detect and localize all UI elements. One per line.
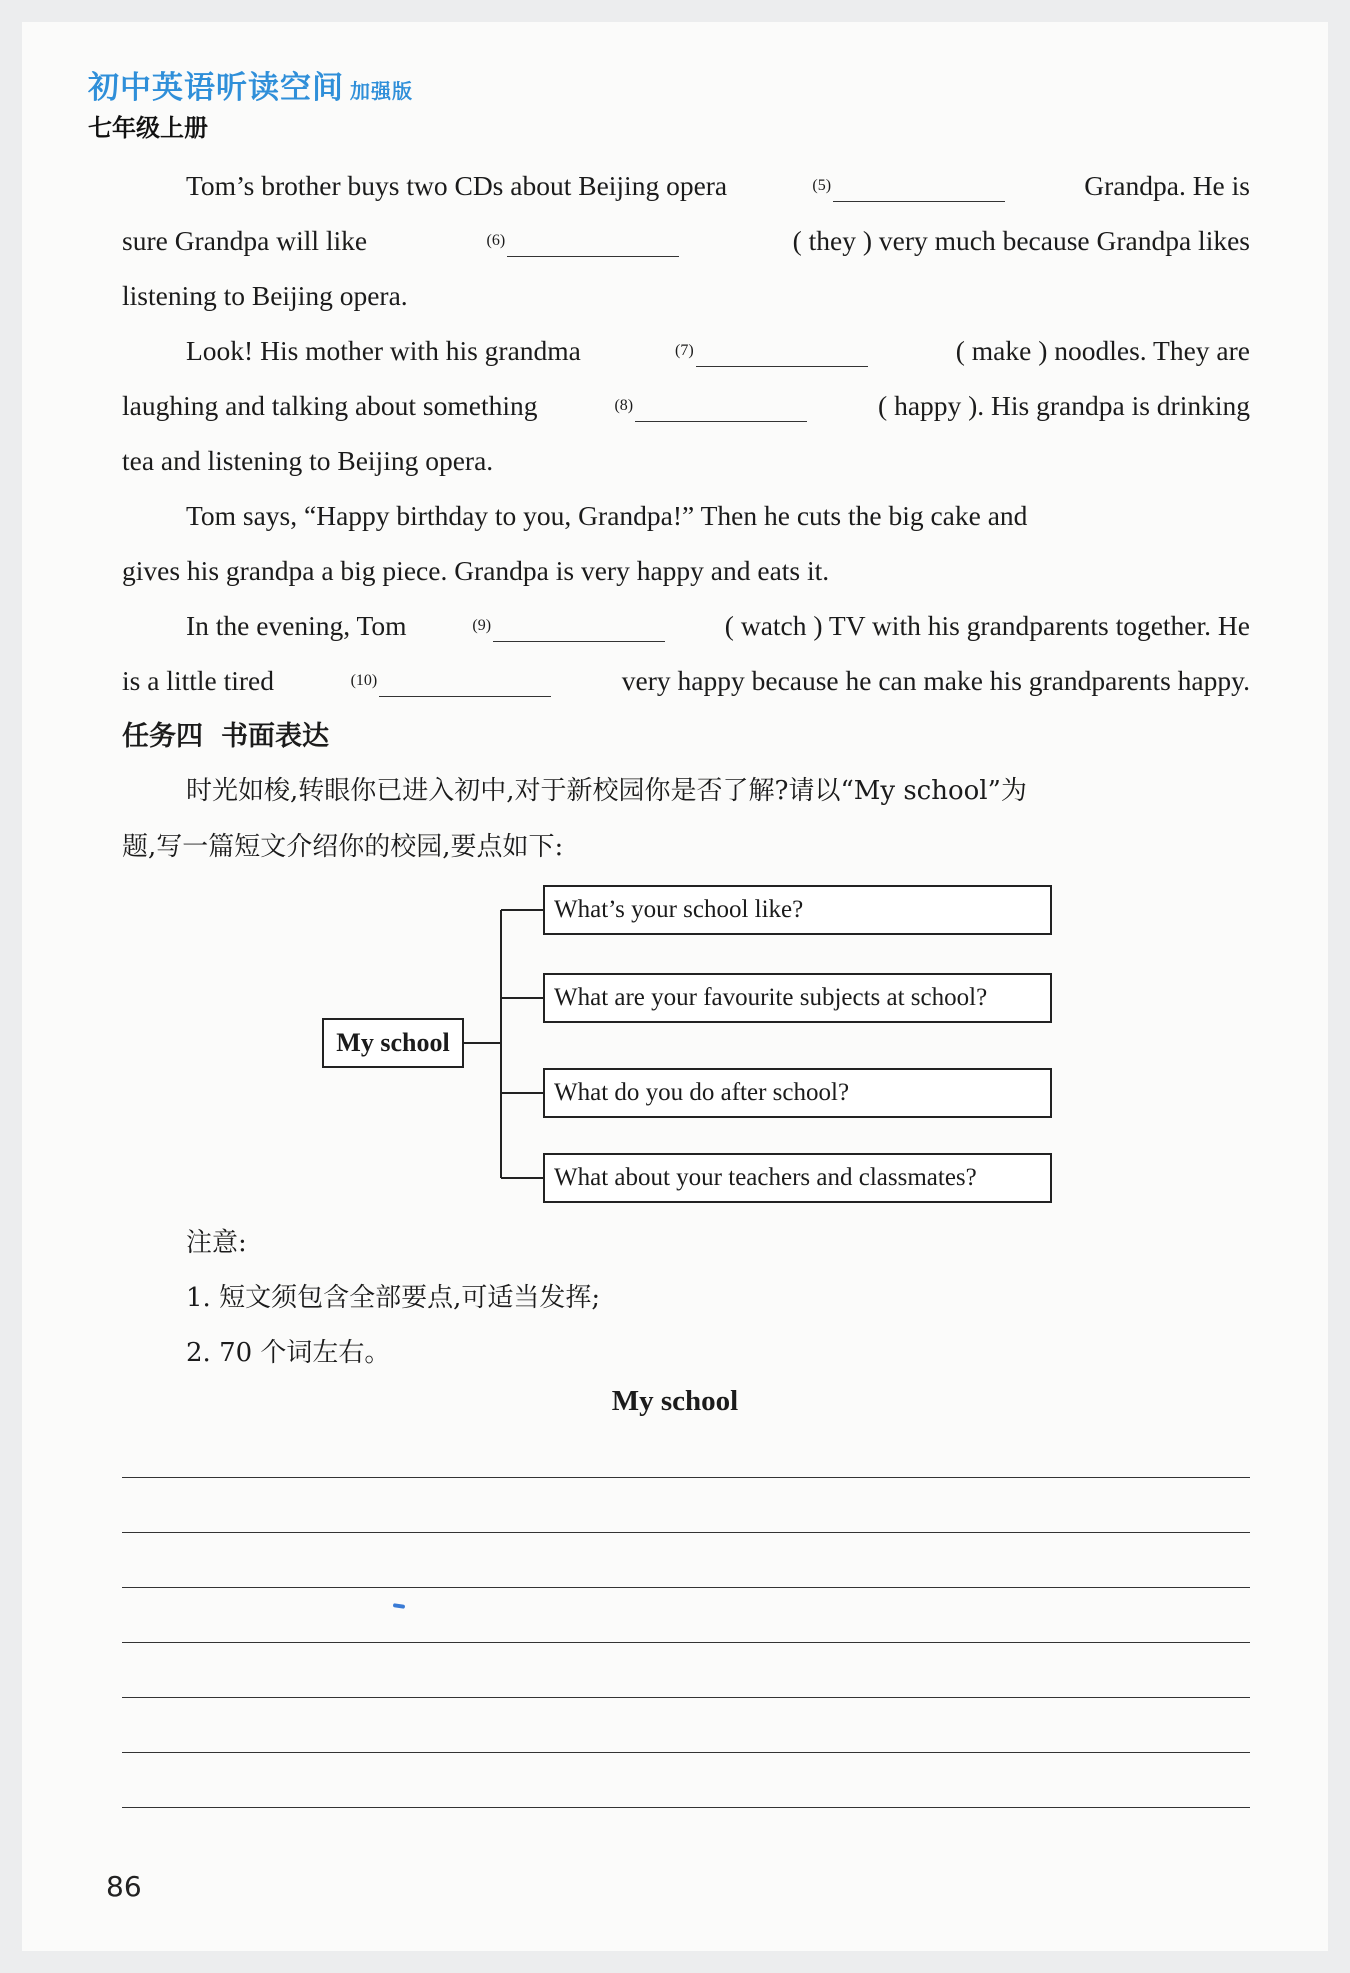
mindmap-branch: What’s your school like? [543, 885, 1052, 935]
answer-blank-7[interactable] [696, 336, 868, 367]
blank-number: (9) [472, 617, 492, 634]
passage-line: gives his grandpa a big piece. Grandpa is very happy and eats it. [122, 555, 830, 586]
writing-line[interactable] [122, 1752, 1250, 1753]
book-grade: 七年级上册 [88, 114, 208, 142]
task-instruction-cont: 题,写一篇短文介绍你的校园,要点如下: [122, 832, 564, 862]
passage-line: sure Grandpa will like $^{(6)}$ ( they ) very much because Grandpa likes [122, 225, 1250, 256]
answer-blank-10[interactable] [379, 666, 551, 697]
mindmap-root: My school [322, 1018, 464, 1068]
passage-line: Tom’s brother buys two CDs about Beijing opera $^{(5)}$ Grandpa. He is [186, 170, 1250, 201]
passage-line: is a little tired $^{(10)}$ very happy because he can make his grandparents happy. [122, 665, 1250, 696]
passage-line: Look! His mother with his grandma $^{(7)}$ ( make ) noodles. They are [186, 335, 1250, 366]
note-item: 2. 70 个词左右。 [186, 1338, 391, 1368]
blank-number: (8) [614, 397, 634, 414]
essay-title: My school [611, 1385, 739, 1417]
mindmap-branch: What about your teachers and classmates? [543, 1153, 1052, 1203]
writing-line[interactable] [122, 1587, 1250, 1588]
blank-number: (5) [812, 177, 832, 194]
notes-label: 注意: [186, 1228, 247, 1258]
writing-line[interactable] [122, 1697, 1250, 1698]
task-name: 书面表达 [221, 721, 329, 752]
book-title [88, 62, 413, 107]
passage-line: listening to Beijing opera. [122, 280, 408, 311]
writing-line[interactable] [122, 1807, 1250, 1808]
answer-blank-9[interactable] [493, 611, 665, 642]
passage-line: In the evening, Tom $^{(9)}$ ( watch ) TV with his grandparents together. He [186, 610, 1250, 641]
section-heading [122, 714, 329, 753]
page-number: 86 [106, 1870, 142, 1903]
answer-blank-6[interactable] [507, 226, 679, 257]
task-instruction: 时光如梭,转眼你已进入初中,对于新校园你是否了解?请以“My school”为 [186, 776, 1027, 806]
blank-number: (7) [674, 342, 694, 359]
passage-line: Tom says, “Happy birthday to you, Grandpa!” Then he cuts the big cake and [186, 500, 1028, 531]
passage-line: laughing and talking about something $^{(8)}$ ( happy ). His grandpa is drinking [122, 390, 1250, 421]
task-label: 任务四 [122, 721, 203, 752]
mindmap-branch: What do you do after school? [543, 1068, 1052, 1118]
answer-blank-5[interactable] [833, 171, 1005, 202]
writing-line[interactable] [122, 1642, 1250, 1643]
blank-number: (6) [486, 232, 506, 249]
passage [122, 158, 1250, 708]
book-title-text: 初中英语听读空间 [88, 70, 344, 106]
writing-line[interactable] [122, 1532, 1250, 1533]
book-edition: 加强版 [350, 79, 413, 103]
blank-number: (10) [350, 672, 378, 689]
passage-line: tea and listening to Beijing opera. [122, 445, 494, 476]
note-item: 1. 短文须包含全部要点,可适当发挥; [186, 1283, 601, 1313]
writing-line[interactable] [122, 1477, 1250, 1478]
mindmap-branch: What are your favourite subjects at school? [543, 973, 1052, 1023]
answer-blank-8[interactable] [635, 391, 807, 422]
